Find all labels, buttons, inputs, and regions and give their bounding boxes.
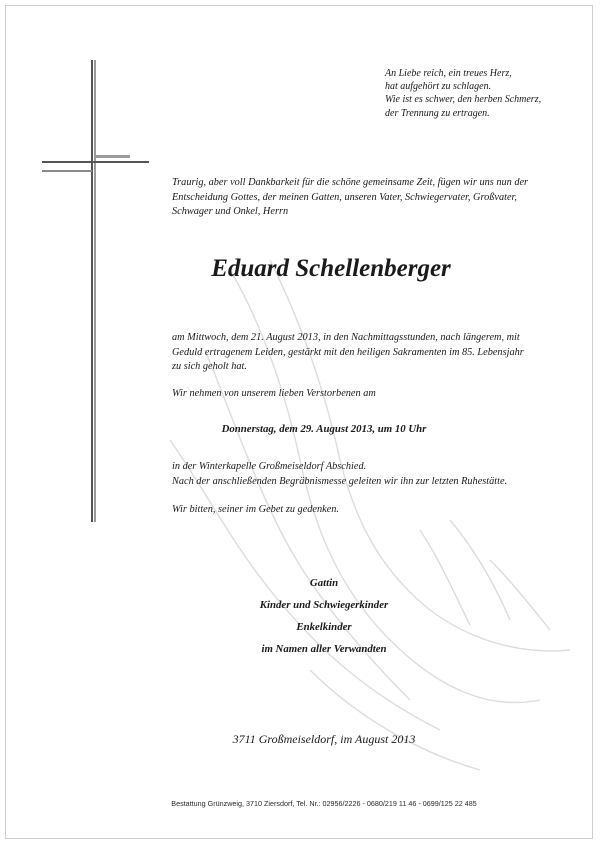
prayer-request: Wir bitten, seiner im Gebet zu gedenken.	[172, 504, 339, 515]
farewell-intro: Wir nehmen von unserem lieben Verstorbenen am	[172, 388, 376, 399]
farewell-date: Donnerstag, dem 29. August 2013, um 10 Uhr	[221, 423, 427, 435]
cross-accent-bar	[96, 155, 130, 158]
mourner-spouse: Gattin	[309, 577, 339, 589]
farewell-place	[172, 460, 552, 489]
mourner-relatives: im Namen aller Verwandten	[261, 643, 387, 655]
poem-line: Wie ist es schwer, den herben Schmerz,	[385, 94, 542, 106]
intro-line: Schwager und Onkel, Herrn	[172, 206, 289, 217]
farewell-place-line: Nach der anschließenden Begräbnismesse geleiten wir ihn zur letzten Ruhestätte.	[172, 475, 508, 487]
memorial-poem	[385, 67, 585, 120]
cross-vertical-bar	[91, 60, 93, 522]
cross-shadow-bar	[42, 170, 92, 172]
death-line: am Mittwoch, dem 21. August 2013, in den Nachmittagsstunden, nach längerem, mit	[172, 332, 520, 343]
mourner-grandchildren: Enkelkinder	[296, 621, 352, 633]
death-line: Geduld ertragenem Leiden, gestärkt mit den heiligen Sakramenten im 85. Lebensjahr	[172, 346, 524, 358]
death-line: zu sich geholt hat.	[172, 361, 247, 372]
farewell-place-line: in der Winterkapelle Großmeiseldorf Abschied.	[172, 461, 367, 472]
poem-line: An Liebe reich, ein treues Herz,	[385, 68, 512, 79]
poem-line: der Trennung zu ertragen.	[385, 107, 490, 119]
deceased-name: Eduard Schellenberger	[211, 255, 451, 282]
intro-paragraph	[172, 176, 552, 220]
mourner-children: Kinder und Schwiegerkinder	[259, 599, 389, 611]
intro-line: Entscheidung Gottes, der meinen Gatten, unseren Vater, Schwiegervater, Großvater,	[172, 191, 517, 203]
funeral-home-contact: Bestattung Grünzweig, 3710 Ziersdorf, Tel. Nr.: 02956/2226 - 0680/219 11 46 - 0699/125 22 485	[171, 799, 477, 808]
place-and-date: 3711 Großmeiseldorf, im August 2013	[232, 732, 416, 746]
cross-horizontal-bar	[42, 161, 149, 163]
death-paragraph	[172, 331, 552, 375]
poem-line: hat aufgehört zu schlagen.	[385, 81, 492, 93]
intro-line: Traurig, aber voll Dankbarkeit für die schöne gemeinsame Zeit, fügen wir uns nun der	[172, 177, 529, 188]
